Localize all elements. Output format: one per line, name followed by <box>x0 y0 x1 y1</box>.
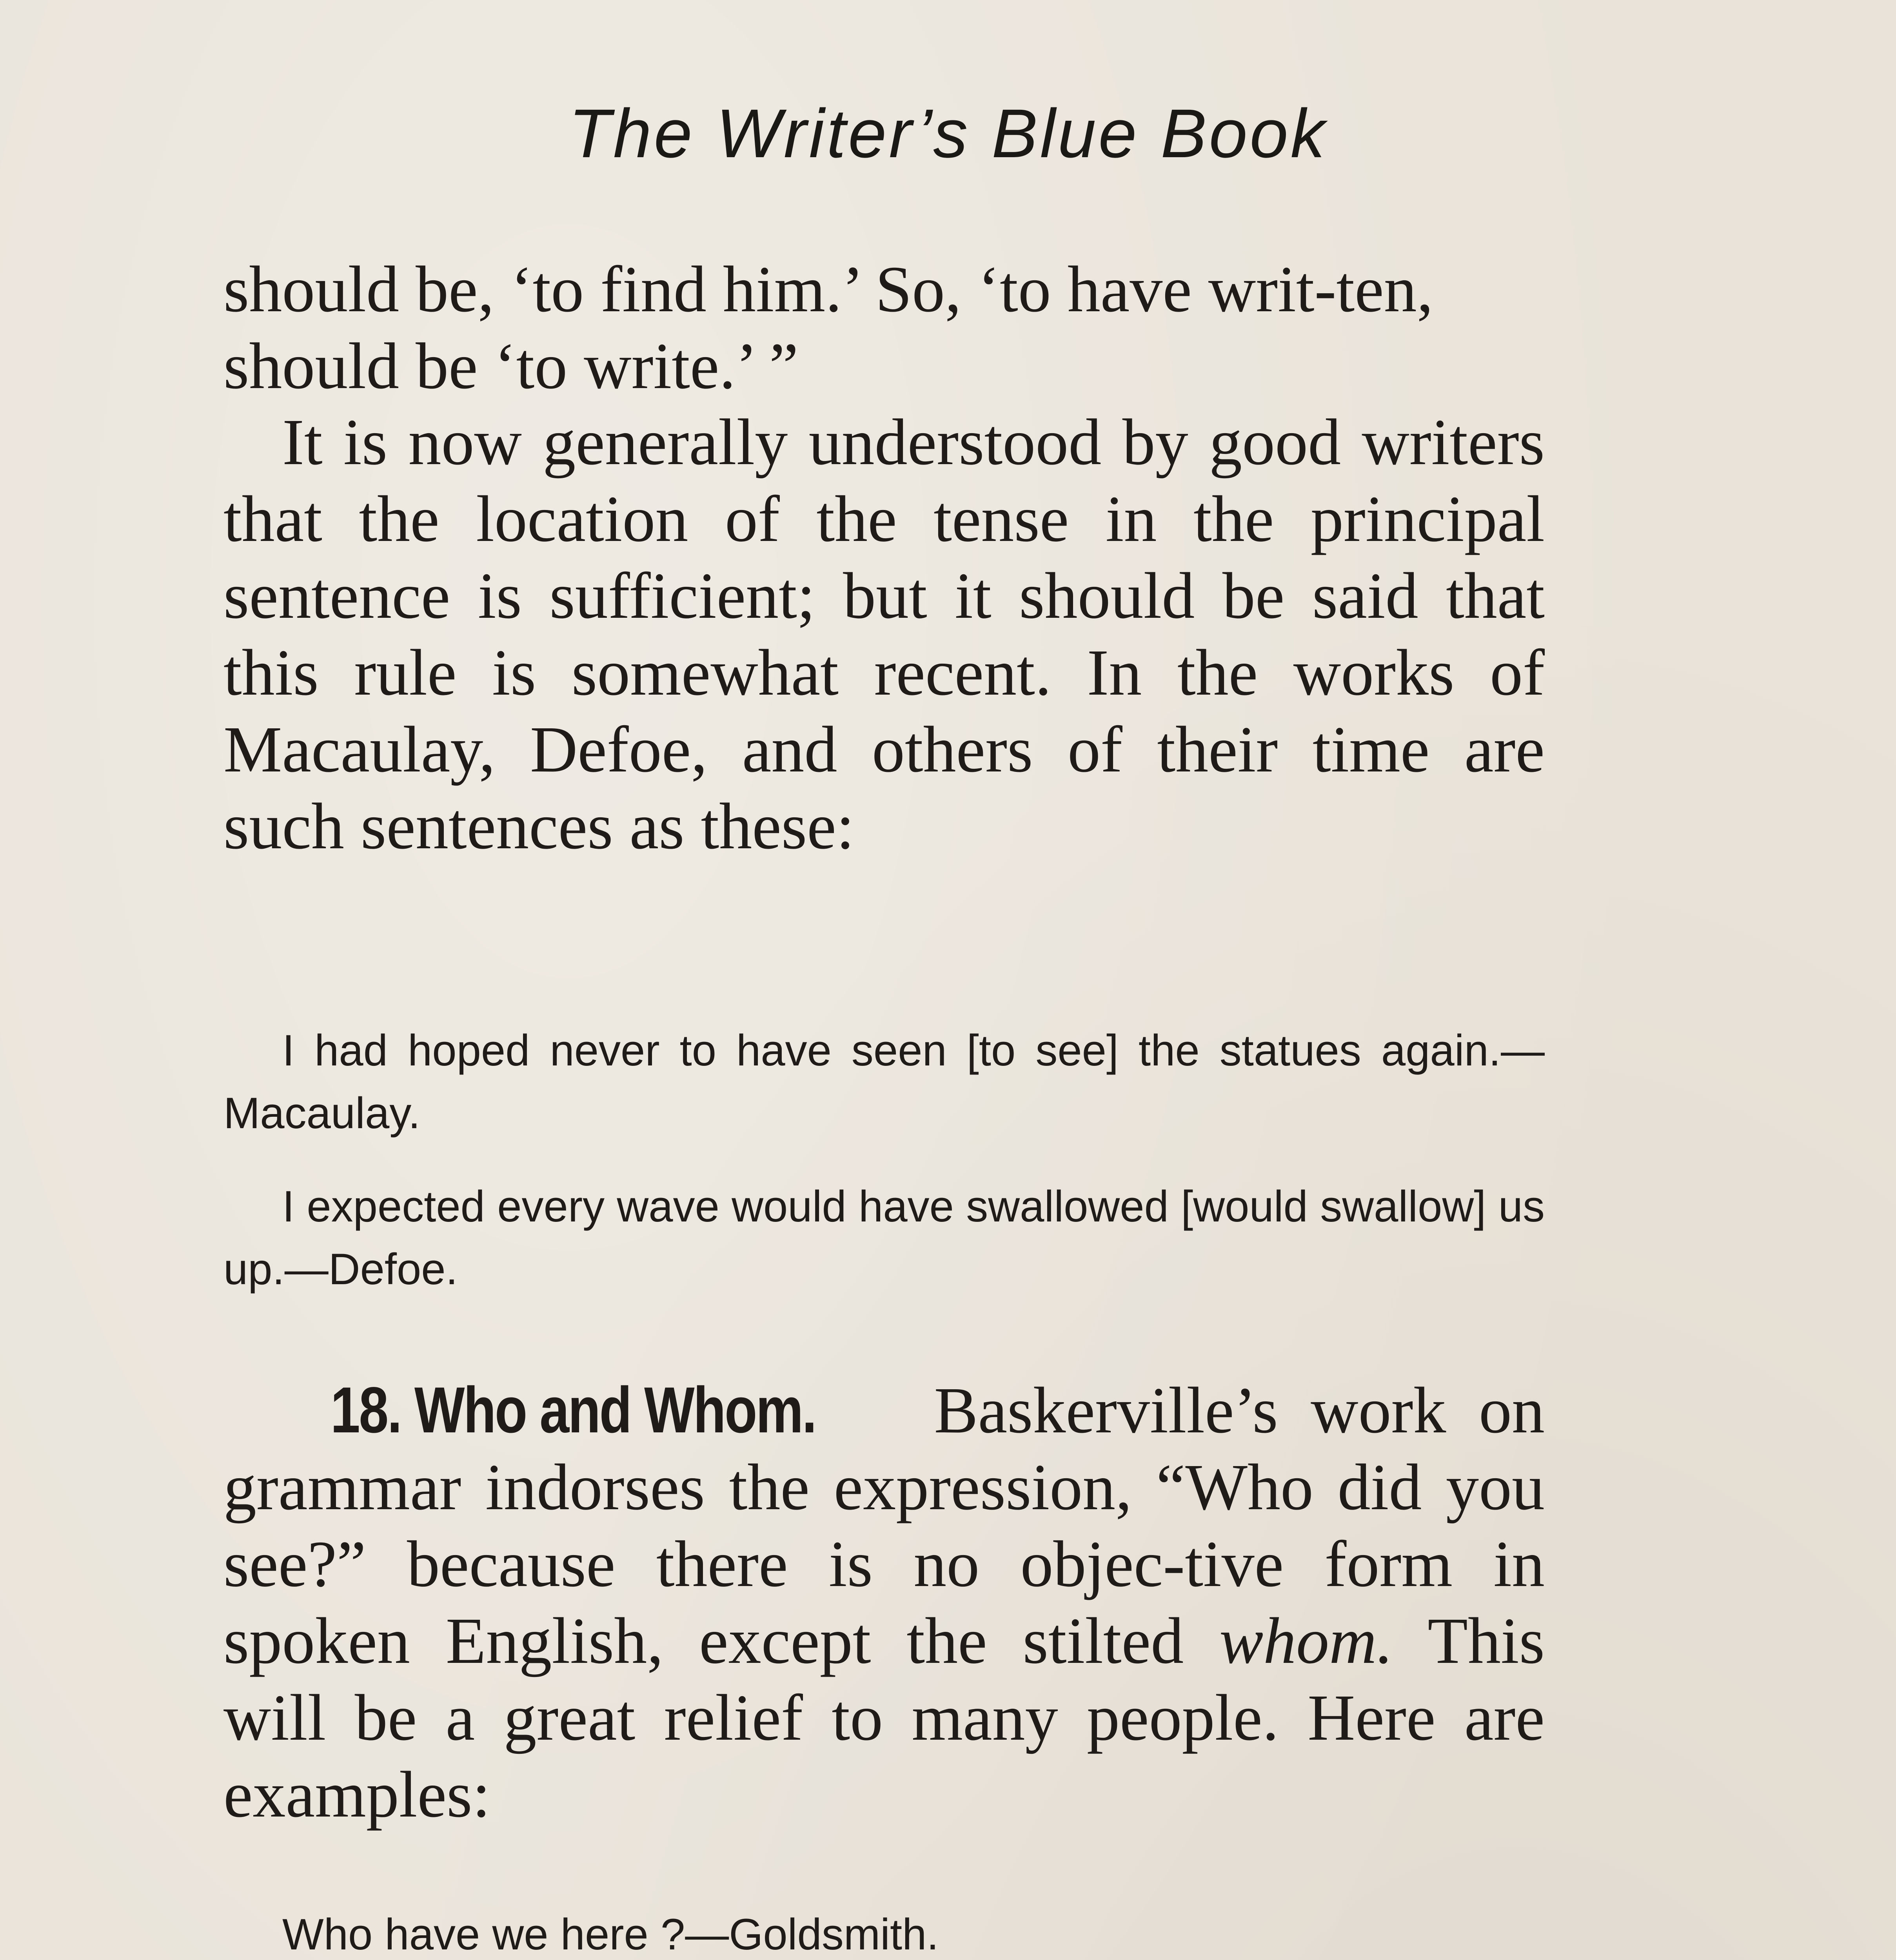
section-18-heading <box>282 1372 815 1449</box>
section-18-text-a: Baskerville’s work on grammar indorses the expression, “Who did you see?” because there is no objec-tive form in spoken English, except the stilted <box>223 1374 1545 1677</box>
section-18 <box>223 1372 1545 1833</box>
tense-rule-block <box>223 404 1545 865</box>
tense-quotes <box>223 1019 1545 1145</box>
tense-quotes-2 <box>223 1175 1545 1301</box>
section-18-paragraph <box>223 1372 1545 1833</box>
section-18-italic: whom. <box>1219 1604 1393 1677</box>
section-18-title: Who and Whom. <box>414 1374 816 1446</box>
quote-macaulay: I had hoped never to have seen [to see] the statues again.—Macaulay. <box>223 1026 1545 1138</box>
section-18-text-b: This will be a great relief to many people. Here are examples: <box>223 1604 1545 1831</box>
continuation-paragraph: should be, ‘to find him.’ So, ‘to have writ-ten, should be ‘to write.’ ” <box>223 253 1433 403</box>
quote-defoe: I expected every wave would have swallowed [would swallow] us up.—Defoe. <box>223 1182 1545 1294</box>
continuation-block <box>223 251 1545 405</box>
tense-rule-paragraph: It is now generally understood by good writers that the location of the tense in the principal sentence is sufficient; but it should be said that this rule is somewhat recent. In the works of Macaulay, Defoe, and others of their time are such sentences as these: <box>223 406 1545 863</box>
quote-goldsmith: Who have we here ?—Goldsmith. <box>282 1910 939 1959</box>
who-quote-1-block <box>223 1903 1545 1960</box>
running-head: The Writer’s Blue Book <box>568 95 1328 172</box>
section-18-number: 18. <box>331 1374 401 1446</box>
